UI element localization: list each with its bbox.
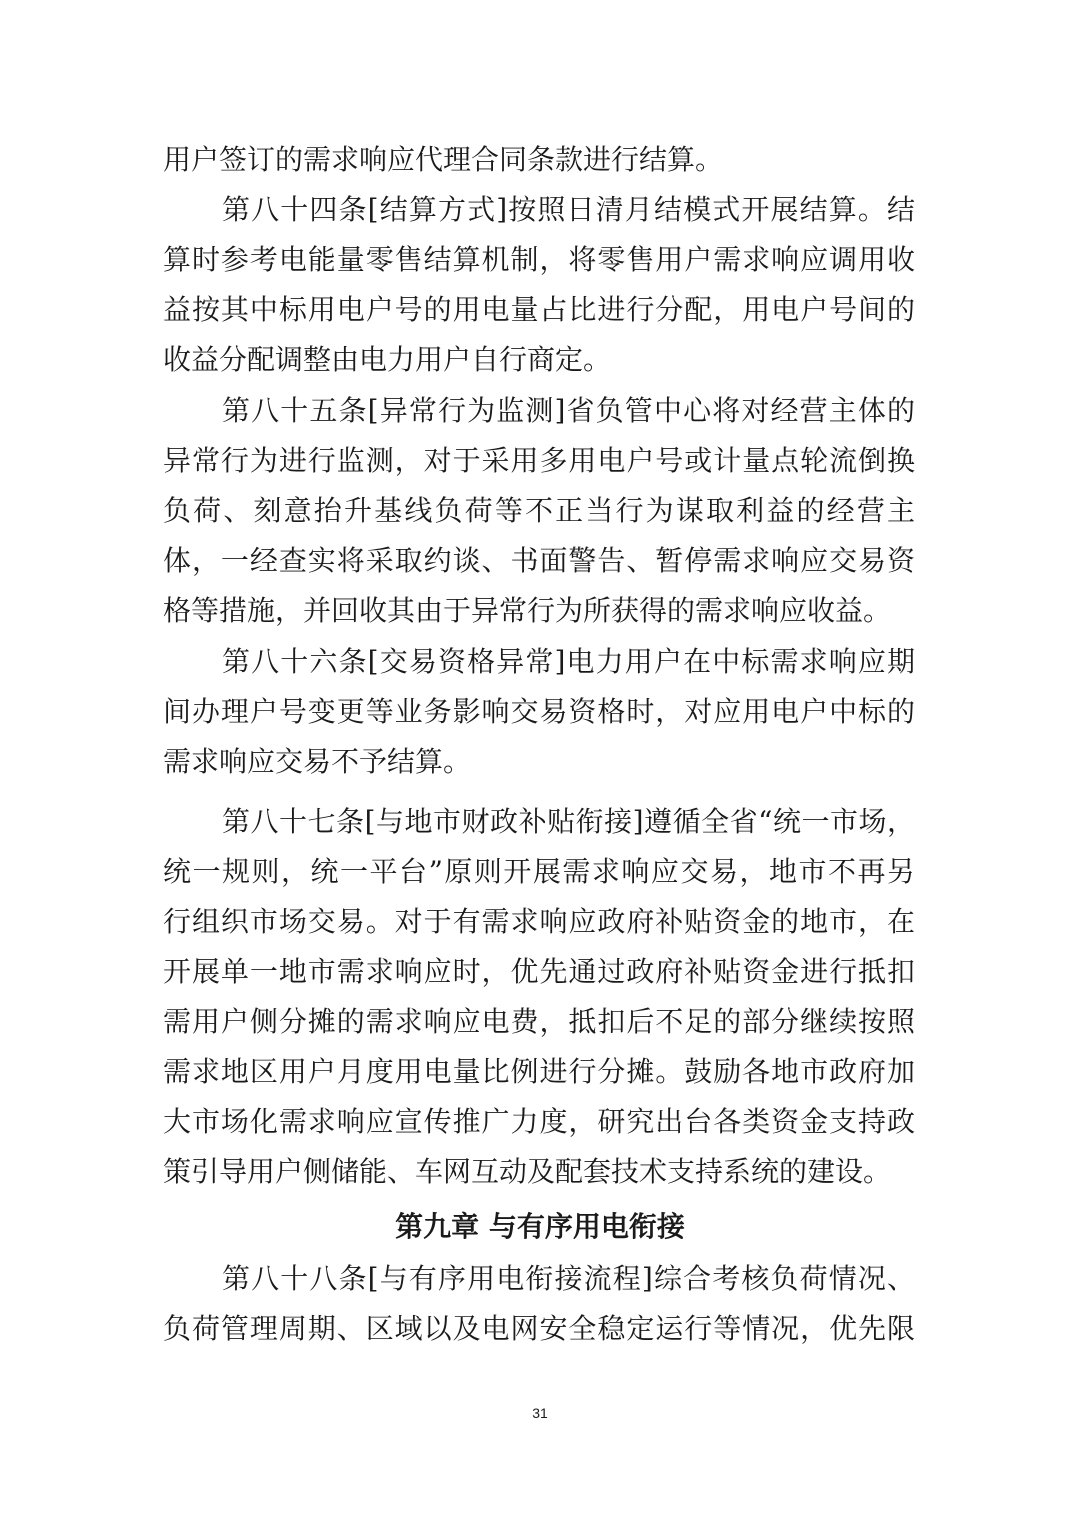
text-line: 用户签订的需求响应代理合同条款进行结算。 bbox=[163, 143, 724, 176]
page-number: 31 bbox=[532, 1405, 548, 1421]
text-line: 需用户侧分摊的需求响应电费，抵扣后不足的部分继续按照 bbox=[163, 1005, 915, 1038]
article-88-start: 第八十八条[与有序用电衔接流程]综合考核负荷情况、 bbox=[222, 1262, 915, 1295]
article-87-start: 第八十七条[与地市财政补贴衔接]遵循全省“统一市场， bbox=[222, 805, 915, 838]
text-line: 负荷管理周期、区域以及电网安全稳定运行等情况，优先限 bbox=[163, 1312, 915, 1345]
text-line: 格等措施，并回收其由于异常行为所获得的需求响应收益。 bbox=[163, 594, 892, 627]
text-line: 开展单一地市需求响应时，优先通过政府补贴资金进行抵扣 bbox=[163, 955, 915, 988]
text-line: 算时参考电能量零售结算机制，将零售用户需求响应调用收 bbox=[163, 243, 915, 276]
text-line: 收益分配调整由电力用户自行商定。 bbox=[163, 343, 612, 376]
article-86-start: 第八十六条[交易资格异常]电力用户在中标需求响应期 bbox=[222, 645, 915, 678]
text-line: 需求地区用户月度用电量比例进行分摊。鼓励各地市政府加 bbox=[163, 1055, 915, 1088]
text-line: 统一规则，统一平台”原则开展需求响应交易，地市不再另 bbox=[163, 855, 915, 888]
text-line: 行组织市场交易。对于有需求响应政府补贴资金的地市，在 bbox=[163, 905, 915, 938]
text-line: 需求响应交易不予结算。 bbox=[163, 745, 472, 778]
text-line: 负荷、刻意抬升基线负荷等不正当行为谋取利益的经营主 bbox=[163, 494, 915, 527]
text-line: 策引导用户侧储能、车网互动及配套技术支持系统的建设。 bbox=[163, 1155, 892, 1188]
text-line: 体，一经查实将采取约谈、书面警告、暂停需求响应交易资 bbox=[163, 544, 915, 577]
text-line: 异常行为进行监测，对于采用多用电户号或计量点轮流倒换 bbox=[163, 444, 915, 477]
text-line: 益按其中标用电户号的用电量占比进行分配，用电户号间的 bbox=[163, 293, 915, 326]
article-85-start: 第八十五条[异常行为监测]省负管中心将对经营主体的 bbox=[222, 394, 915, 427]
chapter-heading: 第九章 与有序用电衔接 bbox=[395, 1210, 685, 1243]
text-line: 间办理户号变更等业务影响交易资格时，对应用电户中标的 bbox=[163, 695, 915, 728]
article-84-start: 第八十四条[结算方式]按照日清月结模式开展结算。结 bbox=[222, 193, 915, 226]
text-line: 大市场化需求响应宣传推广力度，研究出台各类资金支持政 bbox=[163, 1105, 915, 1138]
